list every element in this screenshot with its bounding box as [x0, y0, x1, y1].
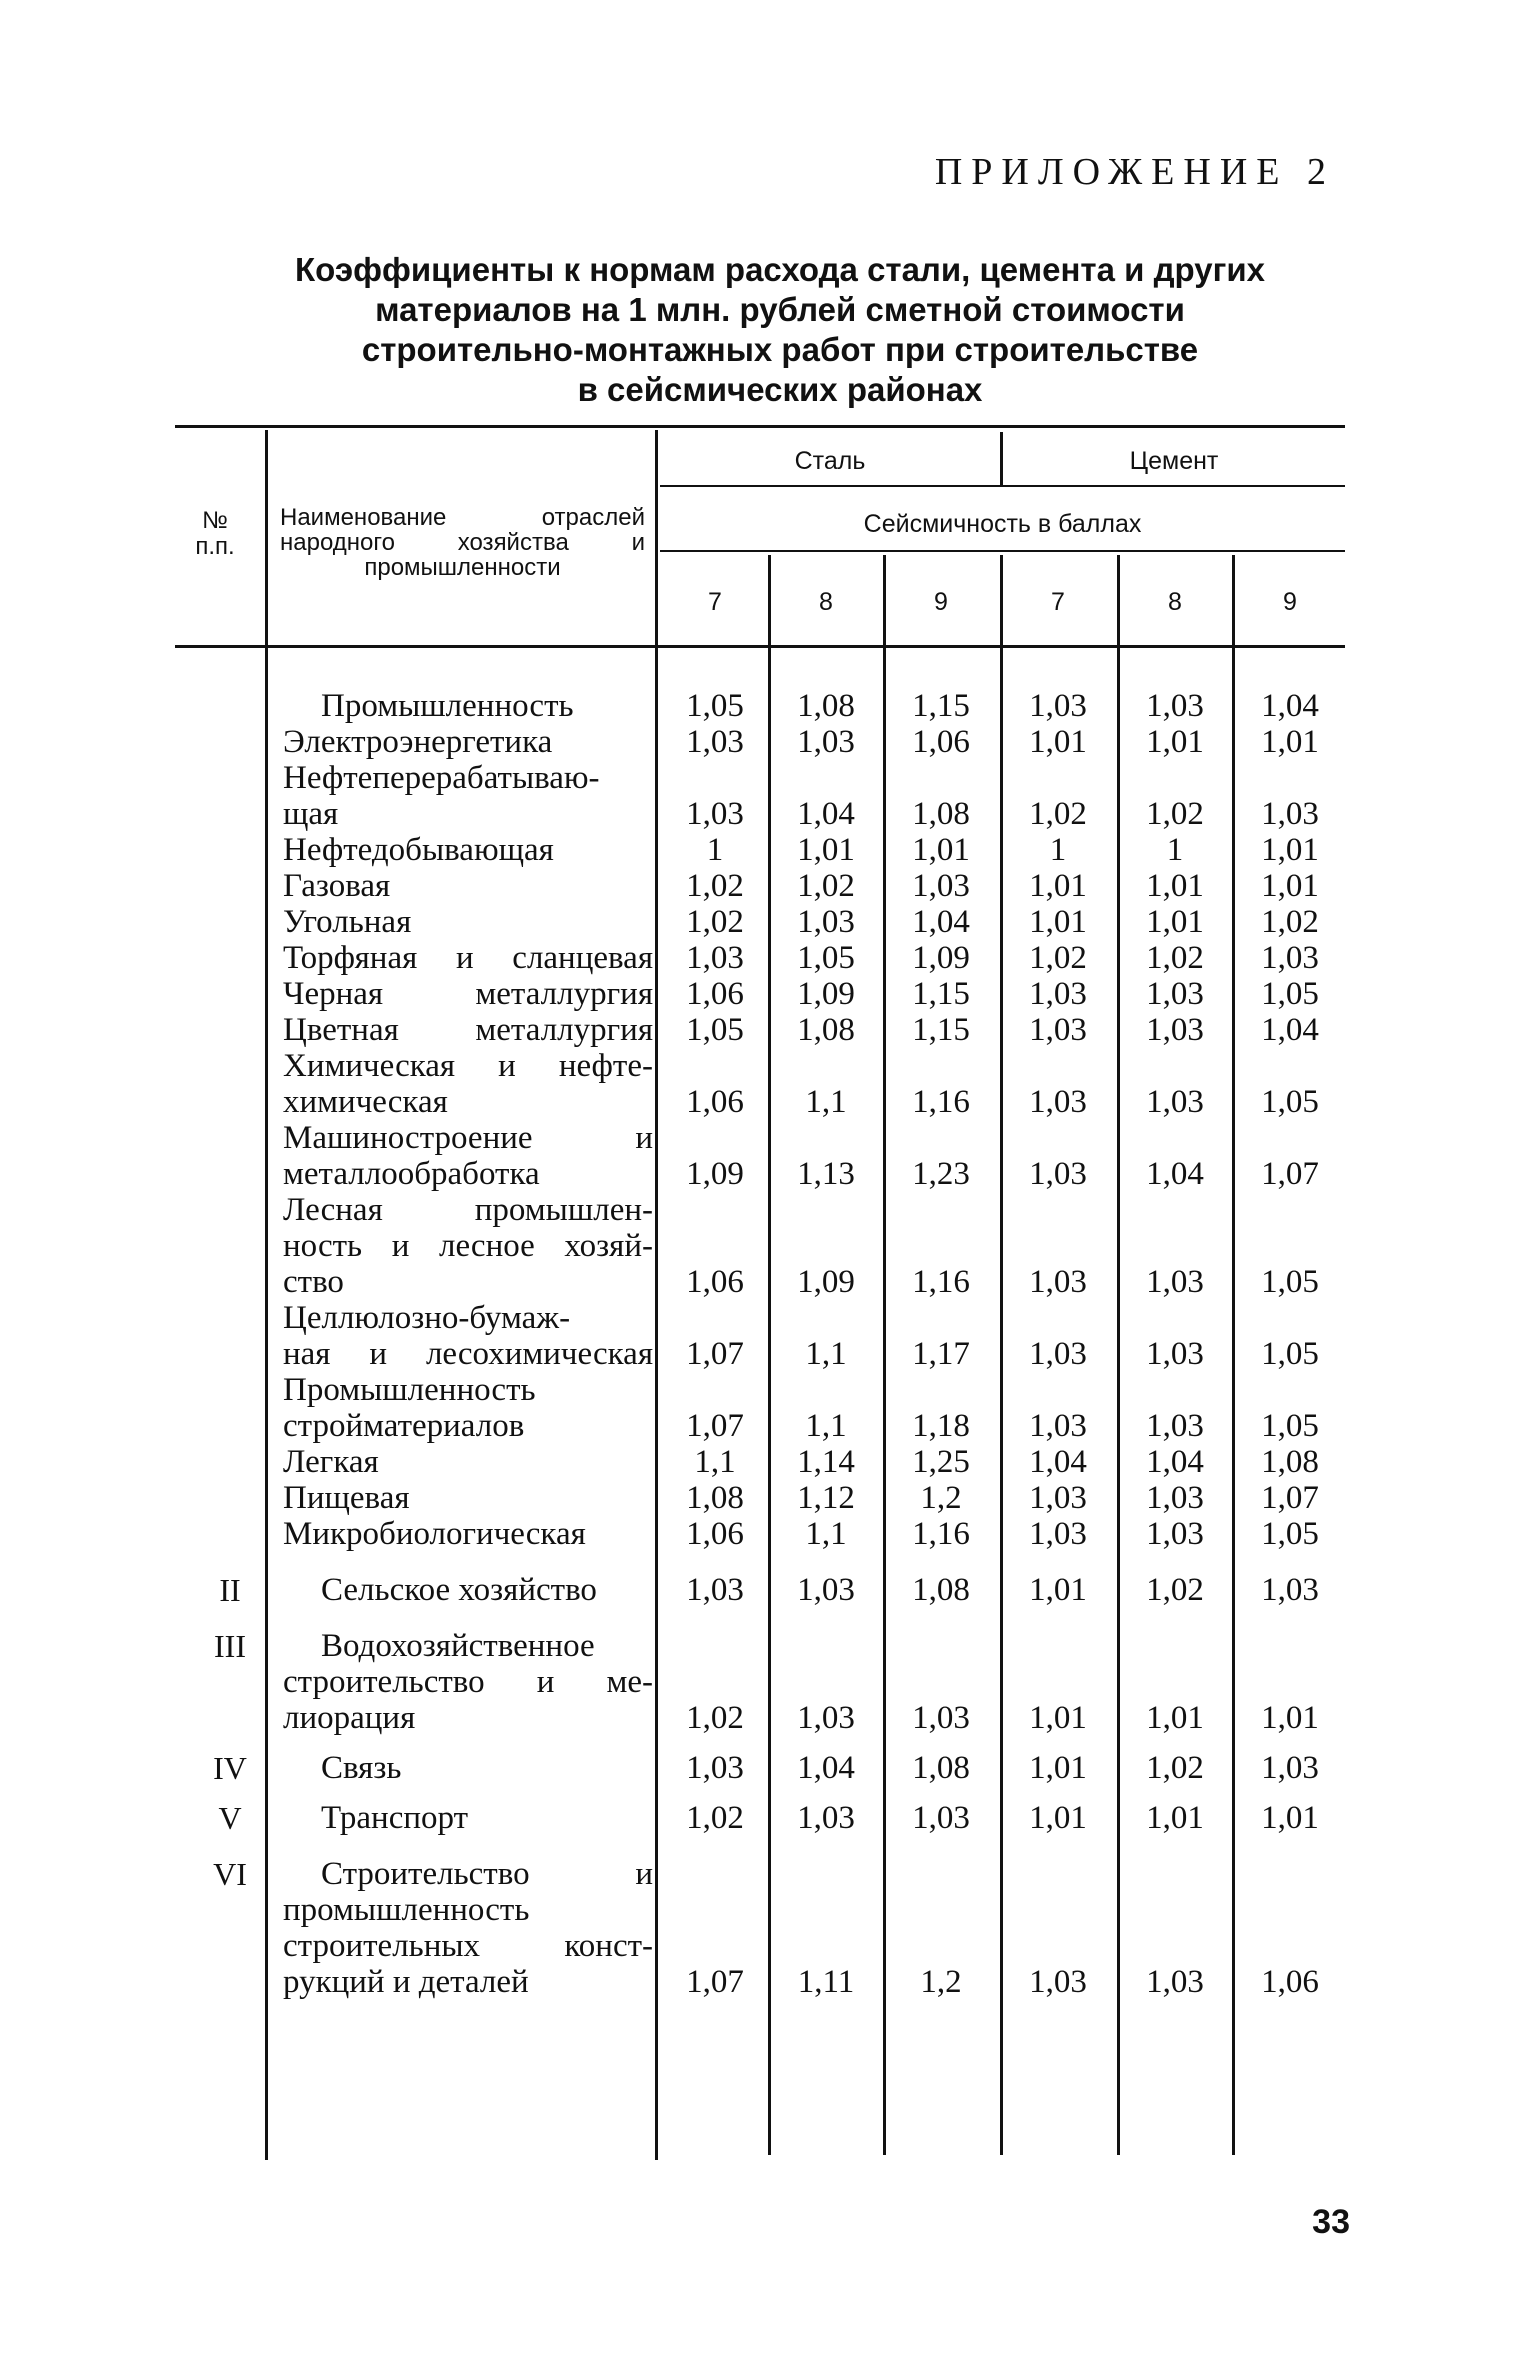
row-name-line: Нефтеперерабатываю- — [283, 760, 600, 796]
coefficient-cell: 1,01 — [1029, 1700, 1087, 1736]
row-name-line: Сельское хозяйство — [321, 1572, 597, 1608]
coefficient-cell: 1,05 — [1261, 1336, 1319, 1372]
coefficient-cell: 1,03 — [686, 1572, 744, 1608]
coefficient-cell: 1,08 — [797, 688, 855, 724]
coefficient-cell: 1,09 — [912, 940, 970, 976]
coefficient-cell: 1,06 — [686, 976, 744, 1012]
coefficient-cell: 1,03 — [1029, 1408, 1087, 1444]
row-name-line: Водохозяйственное — [321, 1628, 595, 1664]
seismic-rule — [660, 550, 1345, 552]
coefficient-cell: 1,03 — [1146, 976, 1204, 1012]
row-name — [283, 1192, 653, 1300]
coefficient-cell: 1,05 — [1261, 1408, 1319, 1444]
coefficient-cell: 1,08 — [797, 1012, 855, 1048]
coefficient-cell: 1,02 — [1146, 940, 1204, 976]
coefficient-cell: 1,02 — [1146, 1750, 1204, 1786]
coefficient-cell: 1,1 — [805, 1336, 847, 1372]
coefficient-cell: 1,02 — [1261, 904, 1319, 940]
coefficient-cell: 1,01 — [1261, 1700, 1319, 1736]
seismic-point-header: 7 — [1051, 588, 1065, 616]
coefficient-cell: 1,04 — [1146, 1444, 1204, 1480]
row-name-line: Черная металлургия — [283, 976, 653, 1012]
row-name — [283, 1372, 653, 1444]
coefficient-cell: 1,03 — [1029, 1964, 1087, 2000]
row-name-line: ная и лесохимическая — [283, 1336, 653, 1372]
row-name — [283, 1856, 653, 2000]
coefficient-cell: 1,03 — [797, 904, 855, 940]
coefficient-cell: 1,03 — [686, 1750, 744, 1786]
coefficient-cell: 1,03 — [797, 1700, 855, 1736]
coefficient-cell: 1,06 — [686, 1084, 744, 1120]
row-name — [283, 940, 653, 976]
row-name-line: строительных конст- — [283, 1928, 653, 1964]
row-name-line: Микробиологическая — [283, 1516, 586, 1552]
coefficient-cell: 1,03 — [1261, 1572, 1319, 1608]
coefficient-cell: 1,01 — [797, 832, 855, 868]
coefficient-cell: 1,01 — [1146, 1800, 1204, 1836]
coefficient-cell: 1,02 — [1146, 796, 1204, 832]
coefficient-cell: 1,01 — [1146, 868, 1204, 904]
coefficient-cell: 1,05 — [1261, 1516, 1319, 1552]
coefficient-cell: 1,12 — [797, 1480, 855, 1516]
coefficient-cell: 1,01 — [1261, 868, 1319, 904]
coefficient-cell: 1,05 — [686, 1012, 744, 1048]
coefficient-cell: 1,03 — [1029, 1516, 1087, 1552]
row-name-line: Лесная промышлен- — [283, 1192, 653, 1228]
row-name — [283, 1628, 653, 1736]
coefficient-cell: 1,03 — [912, 1700, 970, 1736]
num-header — [175, 508, 255, 560]
coefficient-cell: 1,1 — [805, 1408, 847, 1444]
coefficient-cell: 1,03 — [1146, 1336, 1204, 1372]
row-name-line: лиорация — [283, 1700, 416, 1736]
coefficient-cell: 1,01 — [1029, 1750, 1087, 1786]
row-name-line: Машиностроение и — [283, 1120, 653, 1156]
coefficient-cell: 1 — [706, 832, 724, 868]
steel-header: Сталь — [794, 447, 866, 475]
row-name — [283, 976, 653, 1012]
coefficient-cell: 1,03 — [1146, 1964, 1204, 2000]
coefficient-cell: 1,03 — [1261, 796, 1319, 832]
row-name — [283, 904, 653, 940]
coefficient-cell: 1,04 — [797, 1750, 855, 1786]
row-name-line: стройматериалов — [283, 1408, 525, 1444]
row-name-line: Транспорт — [321, 1800, 469, 1836]
coefficient-cell: 1,03 — [1146, 1516, 1204, 1552]
coefficient-cell: 1,08 — [912, 1750, 970, 1786]
row-name-line: Связь — [321, 1750, 402, 1786]
row-name-line: Пищевая — [283, 1480, 410, 1516]
coefficient-cell: 1,18 — [912, 1408, 970, 1444]
coefficient-cell: 1,2 — [920, 1480, 962, 1516]
coefficient-cell: 1,03 — [1146, 1264, 1204, 1300]
coefficient-cell: 1,04 — [912, 904, 970, 940]
coefficient-cell: 1,03 — [797, 1800, 855, 1836]
coefficient-cell: 1,01 — [1146, 1700, 1204, 1736]
row-name — [283, 1572, 653, 1608]
coefficient-cell: 1,01 — [1029, 904, 1087, 940]
coefficient-cell: 1,05 — [1261, 1264, 1319, 1300]
row-name-line: промышленность — [283, 1892, 530, 1928]
row-name-line: Промышленность — [283, 1372, 536, 1408]
coefficient-cell: 1,03 — [1146, 688, 1204, 724]
coefficient-cell: 1,05 — [797, 940, 855, 976]
coefficient-cell: 1,01 — [1029, 1800, 1087, 1836]
coefficient-cell: 1,04 — [797, 796, 855, 832]
name-header-line: промышленности — [364, 554, 561, 581]
coefficient-cell: 1,03 — [1146, 1084, 1204, 1120]
row-name — [283, 1480, 653, 1516]
coefficient-cell: 1,16 — [912, 1516, 970, 1552]
row-name — [283, 1120, 653, 1192]
coefficient-cell: 1,04 — [1261, 1012, 1319, 1048]
row-name — [283, 1800, 653, 1836]
coefficient-cell: 1,03 — [1146, 1480, 1204, 1516]
row-name-line: Промышленность — [321, 688, 574, 724]
coefficient-cell: 1,03 — [797, 724, 855, 760]
row-name-line: Нефтедобывающая — [283, 832, 554, 868]
title-line: Коэффициенты к нормам расхода стали, цемента и других — [295, 251, 1265, 288]
coefficient-cell: 1,02 — [686, 1700, 744, 1736]
coefficient-cell: 1,1 — [805, 1516, 847, 1552]
row-name-line: Цветная металлургия — [283, 1012, 653, 1048]
coefficient-cell: 1,09 — [797, 1264, 855, 1300]
row-name-line: ство — [283, 1264, 344, 1300]
coefficient-cell: 1,08 — [912, 1572, 970, 1608]
table-title — [230, 250, 1330, 410]
seismic-point-header: 8 — [1168, 588, 1182, 616]
title-line: в сейсмических районах — [577, 371, 983, 408]
table-top-rule — [175, 425, 1345, 428]
coefficient-cell: 1,01 — [1146, 724, 1204, 760]
coefficient-cell: 1,06 — [686, 1264, 744, 1300]
row-name — [283, 832, 653, 868]
coefficient-cell: 1,16 — [912, 1264, 970, 1300]
row-name — [283, 1300, 653, 1372]
row-name-line: ность и лесное хозяй- — [283, 1228, 653, 1264]
coefficient-cell: 1,08 — [686, 1480, 744, 1516]
coefficient-cell: 1,01 — [1261, 724, 1319, 760]
coefficient-cell: 1,01 — [1029, 724, 1087, 760]
title-line: строительно-монтажных работ при строительстве — [361, 331, 1199, 368]
coefficient-cell: 1,05 — [1261, 1084, 1319, 1120]
coefficient-cell: 1,03 — [1146, 1408, 1204, 1444]
coefficient-cell: 1,03 — [686, 940, 744, 976]
row-name — [283, 1048, 653, 1120]
coefficient-cell: 1,03 — [912, 1800, 970, 1836]
coefficient-cell: 1,06 — [912, 724, 970, 760]
row-number: VI — [213, 1856, 247, 1892]
coefficient-cell: 1,05 — [1261, 976, 1319, 1012]
coefficient-cell: 1,03 — [1261, 1750, 1319, 1786]
coefficient-cell: 1,08 — [1261, 1444, 1319, 1480]
coefficient-cell: 1,04 — [1146, 1156, 1204, 1192]
coefficient-cell: 1,15 — [912, 688, 970, 724]
row-name-line: Химическая и нефте- — [283, 1048, 653, 1084]
row-name-line: щая — [283, 796, 339, 832]
coefficient-cell: 1,11 — [797, 1964, 855, 2000]
coefficient-cell: 1,04 — [1029, 1444, 1087, 1480]
coefficient-cell: 1,07 — [686, 1964, 744, 2000]
coefficient-cell: 1,01 — [912, 832, 970, 868]
coefficient-cell: 1,17 — [912, 1336, 970, 1372]
coefficient-cell: 1,03 — [1029, 1264, 1087, 1300]
coefficient-cell: 1,14 — [797, 1444, 855, 1480]
header-bottom-rule — [175, 645, 1345, 648]
coefficient-cell: 1,07 — [686, 1336, 744, 1372]
coefficient-cell: 1,03 — [1029, 1012, 1087, 1048]
coefficient-cell: 1,03 — [1029, 1336, 1087, 1372]
row-name — [283, 868, 653, 904]
row-name — [283, 1750, 653, 1786]
coefficient-cell: 1,03 — [1029, 1480, 1087, 1516]
coefficient-cell: 1,02 — [686, 904, 744, 940]
coefficient-cell: 1,03 — [1029, 688, 1087, 724]
row-name-line: Целлюлозно-бумаж- — [283, 1300, 571, 1336]
coefficient-cell: 1 — [1166, 832, 1184, 868]
row-number: IV — [213, 1750, 247, 1786]
coefficient-cell: 1,02 — [1146, 1572, 1204, 1608]
row-name-line: химическая — [283, 1084, 448, 1120]
coefficient-cell: 1,1 — [805, 1084, 847, 1120]
coefficient-cell: 1,13 — [797, 1156, 855, 1192]
coefficient-cell: 1,03 — [912, 868, 970, 904]
col-divider-name — [655, 430, 658, 2160]
coefficient-cell: 1,01 — [1261, 832, 1319, 868]
coefficient-cell: 1,01 — [1029, 868, 1087, 904]
coefficient-cell: 1,03 — [797, 1572, 855, 1608]
row-number: II — [219, 1572, 241, 1608]
row-name — [283, 688, 653, 724]
num-header-line: № — [202, 507, 228, 534]
coefficient-cell: 1,03 — [1261, 940, 1319, 976]
coefficient-cell: 1,01 — [1146, 904, 1204, 940]
row-name-line: Строительство и — [321, 1856, 653, 1892]
coefficient-cell: 1 — [1049, 832, 1067, 868]
row-name — [283, 1012, 653, 1048]
coefficient-cell: 1,04 — [1261, 688, 1319, 724]
coefficient-cell: 1,07 — [686, 1408, 744, 1444]
coefficient-cell: 1,16 — [912, 1084, 970, 1120]
row-name-line: Торфяная и сланцевая — [283, 940, 653, 976]
coefficient-cell: 1,03 — [1029, 1156, 1087, 1192]
title-line: материалов на 1 млн. рублей сметной стоимости — [375, 291, 1185, 328]
coefficient-cell: 1,1 — [694, 1444, 736, 1480]
coefficient-cell: 1,03 — [1146, 1012, 1204, 1048]
row-name — [283, 1444, 653, 1480]
coefficient-cell: 1,06 — [1261, 1964, 1319, 2000]
row-name — [283, 760, 653, 832]
seismic-point-header: 7 — [708, 588, 722, 616]
coefficient-cell: 1,09 — [686, 1156, 744, 1192]
appendix-label: ПРИЛОЖЕНИЕ 2 — [934, 151, 1335, 193]
coefficient-cell: 1,05 — [686, 688, 744, 724]
coefficient-cell: 1,2 — [920, 1964, 962, 2000]
coefficient-cell: 1,03 — [1029, 976, 1087, 1012]
row-number: III — [214, 1628, 246, 1664]
row-name — [283, 1516, 653, 1552]
coefficient-cell: 1,01 — [1261, 1800, 1319, 1836]
num-header-line: п.п. — [195, 533, 235, 560]
coefficient-cell: 1,03 — [1029, 1084, 1087, 1120]
row-name-line: рукций и деталей — [283, 1964, 529, 2000]
name-header-line: Наименование отраслей — [280, 504, 645, 531]
coefficient-cell: 1,02 — [797, 868, 855, 904]
col-divider-num — [265, 430, 268, 2160]
name-header-line: народного хозяйства и — [280, 529, 645, 556]
coefficient-cell: 1,07 — [1261, 1480, 1319, 1516]
seismic-point-header: 9 — [934, 588, 948, 616]
coefficient-cell: 1,02 — [686, 868, 744, 904]
row-name-line: строительство и ме- — [283, 1664, 653, 1700]
row-name-line: Угольная — [283, 904, 412, 940]
coefficient-cell: 1,03 — [686, 796, 744, 832]
page-number: 33 — [1312, 2203, 1350, 2241]
coefficient-cell: 1,01 — [1029, 1572, 1087, 1608]
name-header — [280, 505, 645, 580]
seismic-point-header: 8 — [819, 588, 833, 616]
row-name-line: Электроэнергетика — [283, 724, 553, 760]
seismic-point-header: 9 — [1283, 588, 1297, 616]
coefficient-cell: 1,02 — [1029, 940, 1087, 976]
coefficient-cell: 1,07 — [1261, 1156, 1319, 1192]
coefficient-cell: 1,15 — [912, 1012, 970, 1048]
coefficient-cell: 1,25 — [912, 1444, 970, 1480]
row-name-line: металлообработка — [283, 1156, 540, 1192]
coefficient-cell: 1,06 — [686, 1516, 744, 1552]
row-number: V — [218, 1800, 242, 1836]
coefficient-cell: 1,09 — [797, 976, 855, 1012]
coefficient-cell: 1,23 — [912, 1156, 970, 1192]
row-name — [283, 724, 653, 760]
cement-header: Цемент — [1129, 447, 1219, 475]
coefficient-cell: 1,02 — [1029, 796, 1087, 832]
seismic-header: Сейсмичность в баллах — [863, 510, 1142, 538]
coefficient-cell: 1,02 — [686, 1800, 744, 1836]
row-name-line: Легкая — [283, 1444, 379, 1480]
row-name-line: Газовая — [283, 868, 391, 904]
coefficient-cell: 1,15 — [912, 976, 970, 1012]
coefficient-cell: 1,03 — [686, 724, 744, 760]
coefficient-cell: 1,08 — [912, 796, 970, 832]
